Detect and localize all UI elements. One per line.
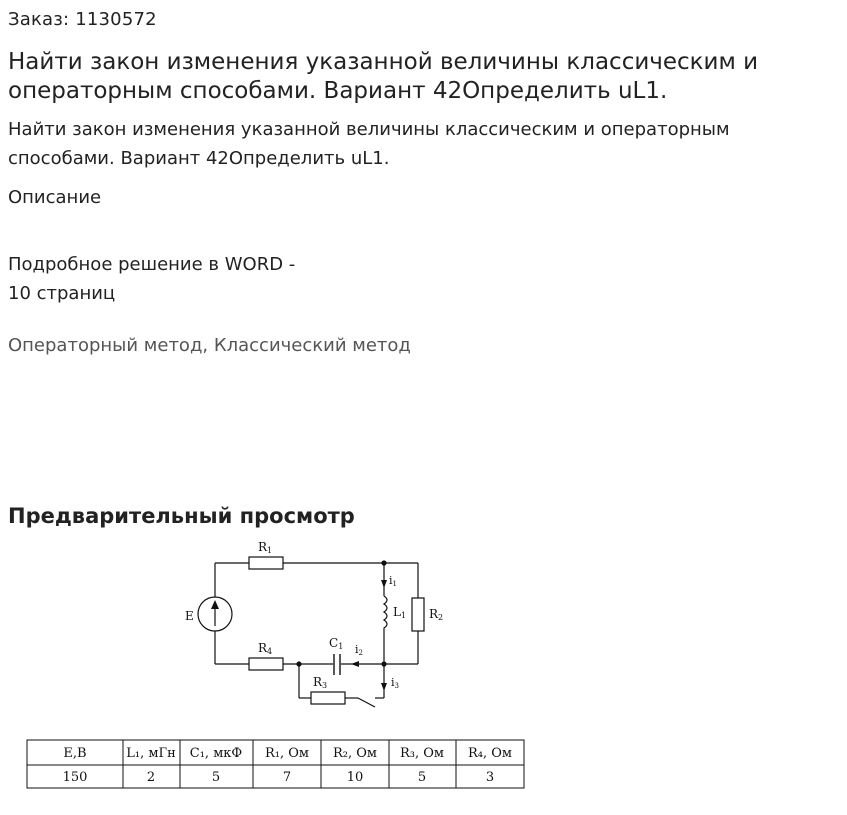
table-value-cell: 10 [346, 770, 364, 785]
label-r3: R3 [313, 675, 328, 690]
description-heading: Описание [8, 187, 102, 208]
table-value-cell: 150 [62, 770, 88, 785]
description-line-1: Подробное решение в WORD - [8, 254, 296, 275]
table-value-cell: 2 [146, 770, 156, 785]
order-number: Заказ: 1130572 [8, 9, 157, 30]
node-bottom-right [381, 661, 386, 666]
switch-blade [358, 698, 375, 707]
tag-classic-method[interactable]: Классический метод [213, 335, 411, 356]
table-header-cell: R₃, Ом [399, 746, 445, 761]
label-r1: R1 [258, 540, 273, 555]
resistor-r1 [249, 557, 283, 569]
table-header-cell: R₁, Ом [264, 746, 310, 761]
current-i1-arrow-icon [381, 580, 387, 588]
capacitor-c1 [334, 654, 340, 675]
table-header-cell: L₁, мГн [126, 746, 176, 761]
table-header-cell: R₂, Ом [332, 746, 378, 761]
node-top [381, 560, 386, 565]
resistor-r3 [311, 692, 345, 704]
tag-separator: , [202, 335, 214, 356]
label-i2: i2 [355, 643, 363, 657]
description-text [8, 250, 295, 308]
circuit-preview-svg [0, 530, 847, 811]
node-bottom-left [296, 661, 301, 666]
current-i2-arrow-icon [351, 661, 359, 667]
inductor-l1 [384, 596, 387, 632]
label-l1: L1 [393, 605, 407, 620]
parameter-table [27, 740, 524, 788]
label-e: E [185, 609, 194, 623]
label-c1: C1 [329, 636, 344, 651]
label-i3: i3 [391, 676, 399, 690]
table-header-cell: E,В [63, 746, 87, 761]
current-i3-arrow-icon [381, 683, 387, 691]
table-value-cell: 3 [485, 770, 495, 785]
label-r4: R4 [258, 641, 273, 656]
tag-operator-method[interactable]: Операторный метод [8, 335, 203, 356]
page-title: Найти закон изменения указанной величины классическим и операторным способами. Вариант 42Определить uL1. [8, 49, 759, 104]
table-value-cell: 5 [417, 770, 427, 785]
resistor-r4 [249, 658, 283, 670]
table-header-cell: R₄, Ом [467, 746, 513, 761]
label-r2: R2 [429, 607, 444, 622]
table-value-cell: 5 [211, 770, 221, 785]
product-subtitle: Найти закон изменения указанной величины классическим и операторным способами. Вариант 42Определить uL1. [8, 119, 730, 169]
resistor-r2 [412, 598, 424, 631]
preview-heading: Предварительный просмотр [8, 504, 355, 528]
description-line-2: 10 страниц [8, 283, 116, 304]
preview-image [0, 530, 847, 815]
table-value-cell: 7 [282, 770, 292, 785]
label-i1: i1 [389, 574, 397, 588]
table-header-cell: C₁, мкФ [189, 746, 243, 761]
tag-list [8, 335, 411, 356]
